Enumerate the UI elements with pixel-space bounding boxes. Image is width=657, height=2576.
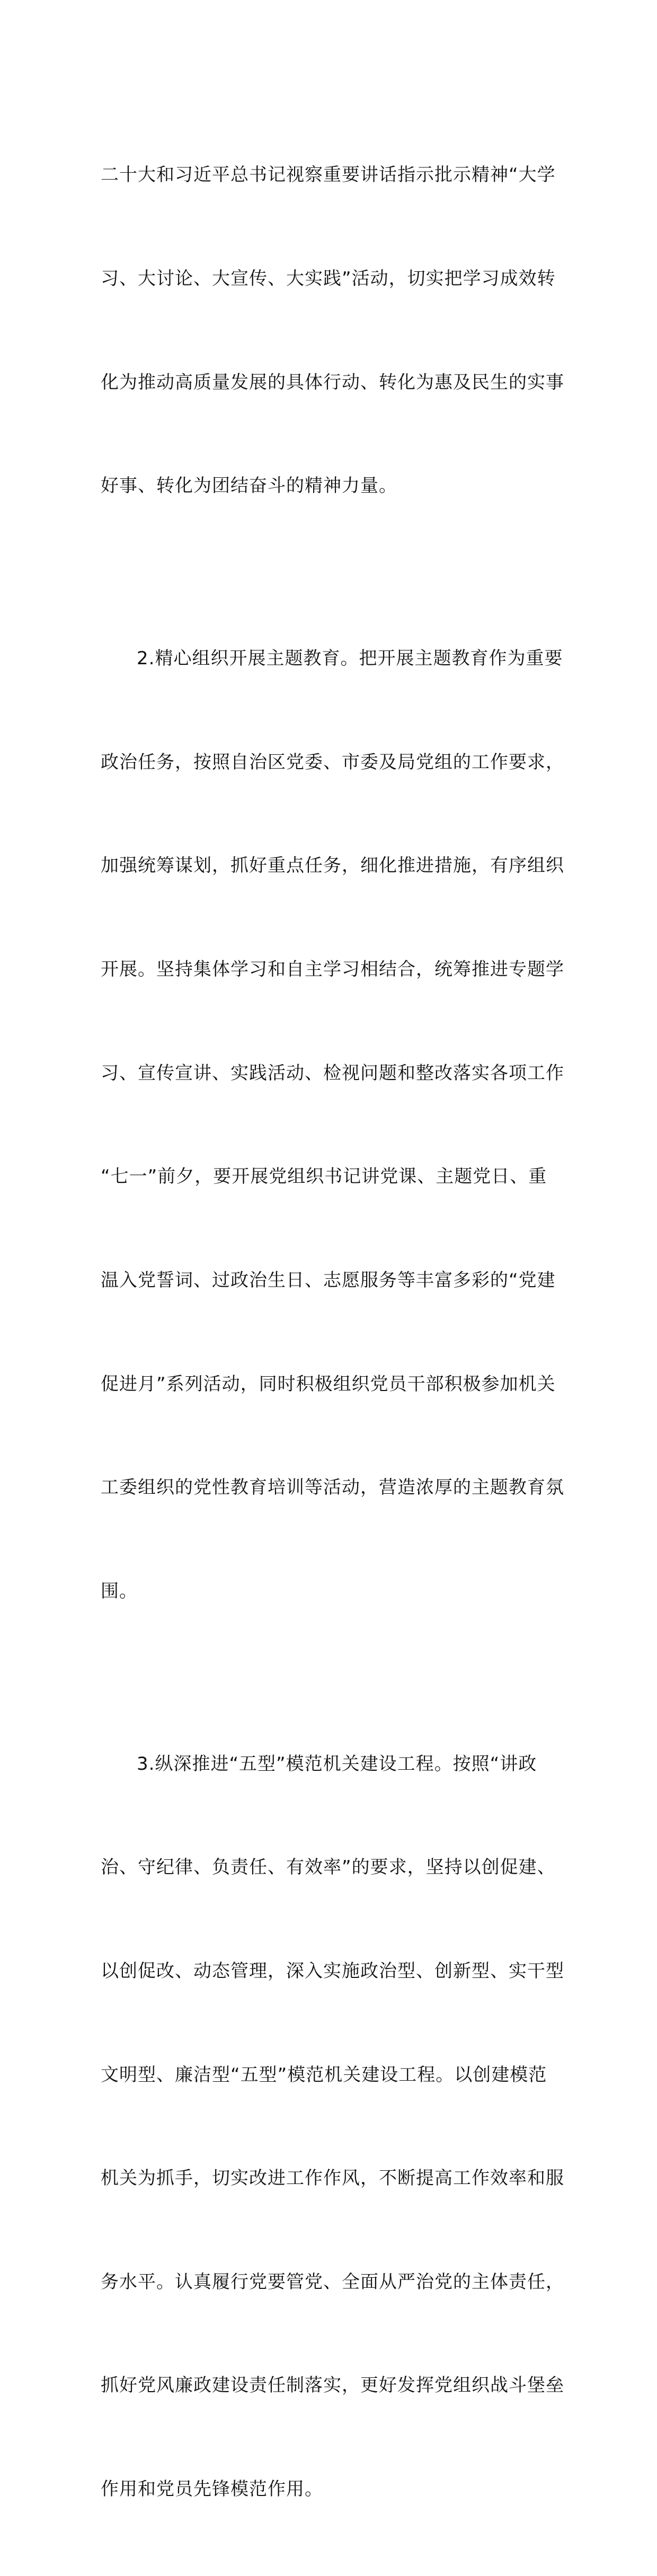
text-line: 习、宣传宣讲、实践活动、检视问题和整改落实各项工作 — [101, 1062, 564, 1084]
text-line: 开展。坚持集体学习和自主学习相结合，统筹推进专题学 — [101, 959, 564, 981]
paragraph-2 — [101, 573, 567, 1678]
text-line: 务水平。认真履行党要管党、全面从严治党的主体责任， — [101, 2271, 564, 2293]
text-line: 工委组织的党性教育培训等活动，营造浓厚的主题教育氛 — [101, 1477, 564, 1499]
text-line: 文明型、廉洁型“五型”模范机关建设工程。以创建模范 — [101, 2064, 547, 2085]
text-line: 好事、转化为团结奋斗的精神力量。 — [101, 475, 397, 497]
text-line: 治、守纪律、负责任、有效率”的要求，坚持以创促建、 — [101, 1857, 556, 1878]
text-line: 3.纵深推进“五型”模范机关建设工程。按照“讲政 — [137, 1753, 537, 1775]
text-line: 化为推动高质量发展的具体行动、转化为惠及民生的实事 — [101, 371, 564, 393]
text-line: “七一”前夕，要开展党组织书记讲党课、主题党日、重 — [101, 1166, 547, 1188]
text-line: 温入党誓词、过政治生日、志愿服务等丰富多彩的“党建 — [101, 1269, 556, 1291]
paragraph-1 — [101, 89, 567, 573]
text-line: 二十大和习近平总书记视察重要讲话指示批示精神“大学 — [101, 164, 556, 186]
text-line: 2.精心组织开展主题教育。把开展主题教育作为重要 — [137, 648, 563, 670]
text-line: 机关为抓手，切实改进工作作风，不断提高工作效率和服 — [101, 2168, 564, 2189]
text-line: 抓好党风廉政建设责任制落实，更好发挥党组织战斗堡垒 — [101, 2375, 564, 2396]
text-line: 加强统筹谋划，抓好重点任务，细化推进措施，有序组织 — [101, 855, 564, 877]
text-line: 以创促改、动态管理，深入实施政治型、创新型、实干型 — [101, 1960, 564, 1982]
text-line: 促进月”系列活动，同时积极组织党员干部积极参加机关 — [101, 1373, 556, 1395]
text-line: 作用和党员先锋模范作用。 — [101, 2479, 323, 2500]
paragraph-3 — [101, 1678, 567, 2575]
document-body — [101, 89, 567, 2576]
text-line: 习、大讨论、大宣传、大实践”活动，切实把学习成效转 — [101, 268, 556, 290]
text-line: 围。 — [101, 1580, 138, 1602]
text-line: 政治任务，按照自治区党委、市委及局党组的工作要求， — [101, 751, 564, 773]
